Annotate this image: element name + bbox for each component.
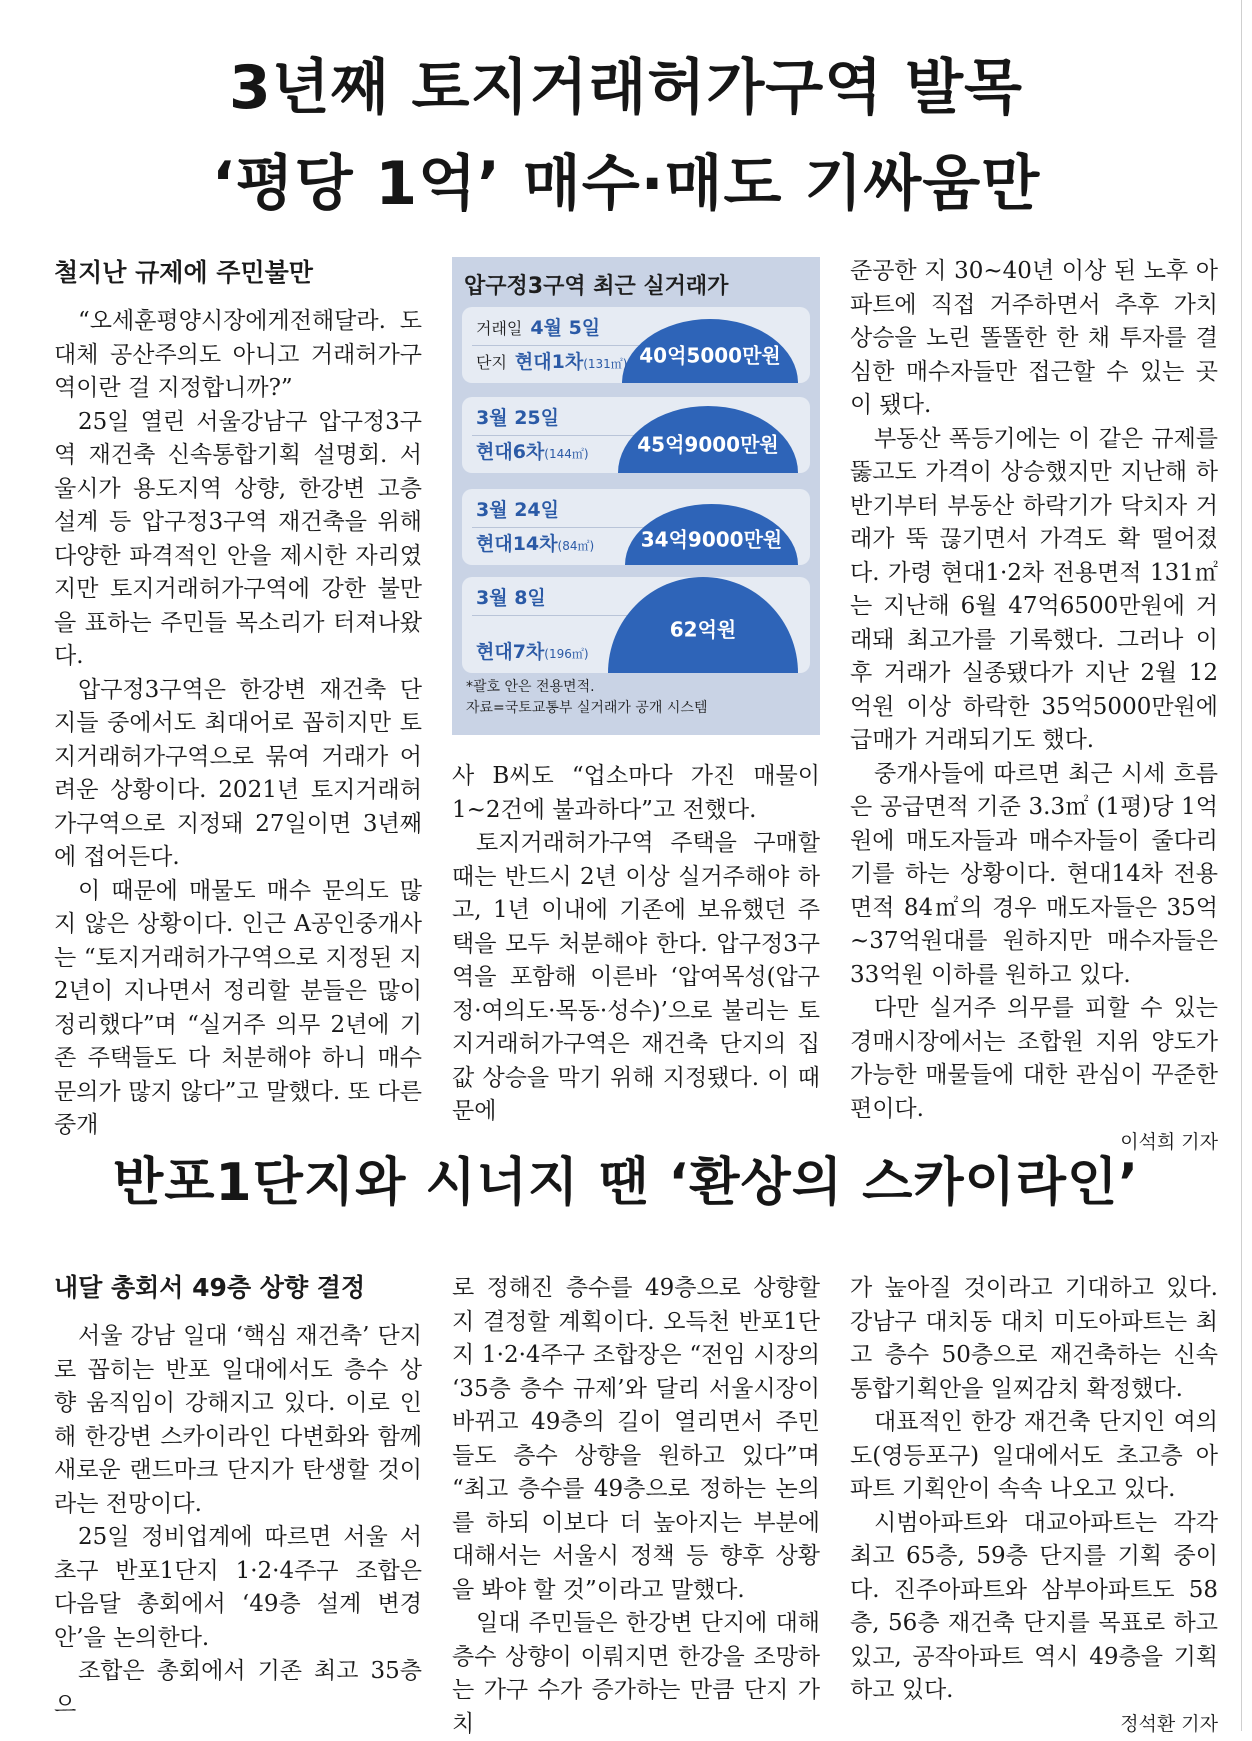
price-dome [622, 319, 798, 383]
transaction-complex [476, 437, 589, 464]
article1-paragraph: 25일 열린 서울강남구 압구정3구역 재건축 신속통합기획 설명회. 서울시가 용도지역 상향, 한강변 고층 설계 등 압구정3구역 재건축을 위해 다양한 파격적인 안을 제시한 자리였지만 토지거래허가구역에 강한 불만을 표하는 주민들 목소리가 터져나왔다. [54, 406, 422, 674]
article1-column-2 [452, 760, 820, 1100]
article1-column-3 [850, 255, 1218, 1105]
article2-paragraph: 일대 주민들은 한강변 단지에 대해 층수 상향이 이뤄지면 한강을 조망하는 가구 수가 증가하는 만큼 단지 가치 [452, 1607, 820, 1741]
transaction-area: (144㎡) [544, 447, 588, 461]
transaction-date-value: 4월 5일 [530, 317, 600, 339]
transaction-area: (196㎡) [544, 647, 588, 661]
transaction-card [462, 577, 810, 673]
transaction-date [476, 313, 600, 340]
transaction-price: 40억5000만원 [622, 339, 798, 368]
article2-byline: 정석환 기자 [850, 1708, 1218, 1741]
article1-paragraph: 준공한 지 30~40년 이상 된 노후 아파트에 직접 거주하면서 추후 가치 상승을 노린 똘똘한 한 채 투자를 결심한 매수자들만 접근할 수 있는 곳이 됐다. [850, 255, 1218, 423]
transaction-complex-name: 현대7차 [476, 641, 544, 663]
article1-headline-line2: ‘평당 1억’ 매수·매도 기싸움만 [0, 136, 1252, 222]
page-edge-line [1241, 0, 1242, 1731]
article1-column-1 [54, 255, 422, 1105]
article2-column-3 [850, 1272, 1218, 1725]
transaction-date [476, 583, 546, 610]
transaction-date-value: 3월 8일 [476, 587, 546, 609]
article2-headline: 반포1단지와 시너지 땐 ‘환상의 스카이라인’ [0, 1140, 1252, 1215]
transaction-complex [476, 637, 589, 664]
transaction-complex [476, 529, 594, 556]
transaction-card [462, 489, 810, 565]
transaction-complex-name: 현대14차 [476, 533, 558, 555]
article2-subhead: 내달 총회서 49층 상향 결정 [54, 1270, 422, 1306]
article1-subhead: 철지난 규제에 주민불만 [54, 255, 422, 291]
transaction-date-value: 3월 25일 [476, 407, 559, 429]
article1-paragraph: 토지거래허가구역 주택을 구매할 때는 반드시 2년 이상 실거주해야 하고, 1년 이내에 기존에 보유했던 주택을 모두 처분해야 한다. 압구정3구역을 포함해 이른바 ‘압여목성(압구정·여의도·목동·성수)’으로 불리는 토지거래허가구역은 재건축 단지의 집값 상승을 막기 위해 지정됐다. 이 때문에 [452, 827, 820, 1129]
transaction-date-value: 3월 24일 [476, 499, 559, 521]
price-dome [618, 406, 798, 473]
article2-paragraph: 서울 강남 일대 ‘핵심 재건축’ 단지로 꼽히는 반포 일대에서도 층수 상향 움직임이 강해지고 있다. 이로 인해 한강변 스카이라인 다변화와 함께 새로운 랜드마크 단지가 탄생할 것이라는 전망이다. [54, 1320, 422, 1521]
transaction-complex-name: 현대1차 [515, 351, 583, 373]
transaction-date [476, 495, 559, 522]
article1-paragraph: 사 B씨도 “업소마다 가진 매물이 1~2건에 불과하다”고 전했다. [452, 760, 820, 827]
article1-paragraph: 중개사들에 따르면 최근 시세 흐름은 공급면적 기준 3.3㎡ (1평)당 1억원에 매도자들과 매수자들이 줄다리기를 하는 상황이다. 현대14차 전용면적 84㎡의 경우 매도자들은 35억~37억원대를 원하지만 매수자들은 33억원 이하를 원하고 있다. [850, 758, 1218, 993]
transaction-price: 62억원 [608, 613, 798, 642]
transaction-price: 45억9000만원 [618, 428, 798, 457]
infographic-notes [466, 677, 707, 719]
transaction-complex-name: 현대6차 [476, 441, 544, 463]
article2-paragraph: 조합은 총회에서 기존 최고 35층으 [54, 1655, 422, 1722]
article1-headline-line1: 3년째 토지거래허가구역 발목 [0, 40, 1252, 126]
transaction-date [476, 403, 559, 430]
transaction-complex [476, 347, 628, 374]
transaction-card [462, 307, 810, 383]
transaction-area: (131㎡) [583, 357, 627, 371]
transaction-area: (84㎡) [558, 539, 595, 553]
transaction-card [462, 397, 810, 473]
article1-byline: 이석희 기자 [850, 1126, 1218, 1160]
article2-paragraph: 시범아파트와 대교아파트는 각각 최고 65층, 59층 단지를 기획 중이다. 진주아파트와 삼부아파트도 58층, 56층 재건축 단지를 목표로 하고 있고, 공작아파트 역시 49층을 기획하고 있다. [850, 1507, 1218, 1708]
article2-paragraph: 로 정해진 층수를 49층으로 상향할지 결정할 계획이다. 오득천 반포1단지 1·2·4주구 조합장은 “전임 시장의 ‘35층 층수 규제’와 달리 서울시장이 바뀌고 49층의 길이 열리면서 주민들도 층수 상향을 원하고 있다”며 “최고 층수를 49층으로 정하는 논의를 하되 이보다 더 높아지는 부분에 대해서는 서울시 정책 등 향후 상황을 봐야 할 것”이라고 말했다. [452, 1272, 820, 1607]
date-label: 거래일 [476, 319, 522, 338]
article2-paragraph: 25일 정비업계에 따르면 서울 서초구 반포1단지 1·2·4주구 조합은 다음달 총회에서 ‘49층 설계 변경안’을 논의한다. [54, 1521, 422, 1655]
transaction-price: 34억9000만원 [625, 523, 798, 552]
article1-paragraph: 부동산 폭등기에는 이 같은 규제를 뚫고도 가격이 상승했지만 지난해 하반기부터 부동산 하락기가 닥치자 거래가 뚝 끊기면서 가격도 확 떨어졌다. 가령 현대1·2차 전용면적 131㎡는 지난해 6월 47억6500만원에 거래돼 최고가를 기록했다. 그러나 이후 거래가 실종됐다가 지난 2월 12억원 이상 하락한 35억5000만원에 급매가 거래되기도 했다. [850, 423, 1218, 758]
infographic-note-source: 자료=국토교통부 실거래가 공개 시스템 [466, 698, 707, 719]
complex-label: 단지 [476, 353, 507, 372]
article2-column-2 [452, 1272, 820, 1725]
article2-paragraph: 대표적인 한강 재건축 단지인 여의도(영등포구) 일대에서도 초고층 아파트 기획안이 속속 나오고 있다. [850, 1406, 1218, 1507]
article1-paragraph: “오세훈평양시장에게전해달라. 도대체 공산주의도 아니고 거래허가구역이란 걸 지정합니까?” [54, 305, 422, 406]
article1-paragraph: 이 때문에 매물도 매수 문의도 많지 않은 상황이다. 인근 A공인중개사는 “토지거래허가구역으로 지정된 지 2년이 지나면서 정리할 분들은 많이 정리했다”며 “실거주 의무 2년에 기존 주택들도 다 처분해야 하니 매수 문의가 많지 않다”고 말했다. 또 다른 중개 [54, 875, 422, 1143]
price-dome [625, 504, 798, 565]
article1-paragraph: 다만 실거주 의무를 피할 수 있는 경매시장에서는 조합원 지위 양도가 가능한 매물들에 대한 관심이 꾸준한 편이다. [850, 992, 1218, 1126]
infographic-title: 압구정3구역 최근 실거래가 [464, 269, 728, 300]
article2-paragraph: 가 높아질 것이라고 기대하고 있다. 강남구 대치동 대치 미도아파트는 최고 층수 50층으로 재건축하는 신속통합기획안을 일찌감치 확정했다. [850, 1272, 1218, 1406]
price-infographic [452, 257, 820, 735]
price-dome [608, 577, 798, 673]
article1-paragraph: 압구정3구역은 한강변 재건축 단지들 중에서도 최대어로 꼽히지만 토지거래허가구역으로 묶여 거래가 어려운 상황이다. 2021년 토지거래허가구역으로 지정돼 27일이면 3년째에 접어든다. [54, 674, 422, 875]
infographic-note-area: *괄호 안은 전용면적. [466, 677, 707, 698]
article2-column-1 [54, 1270, 422, 1725]
